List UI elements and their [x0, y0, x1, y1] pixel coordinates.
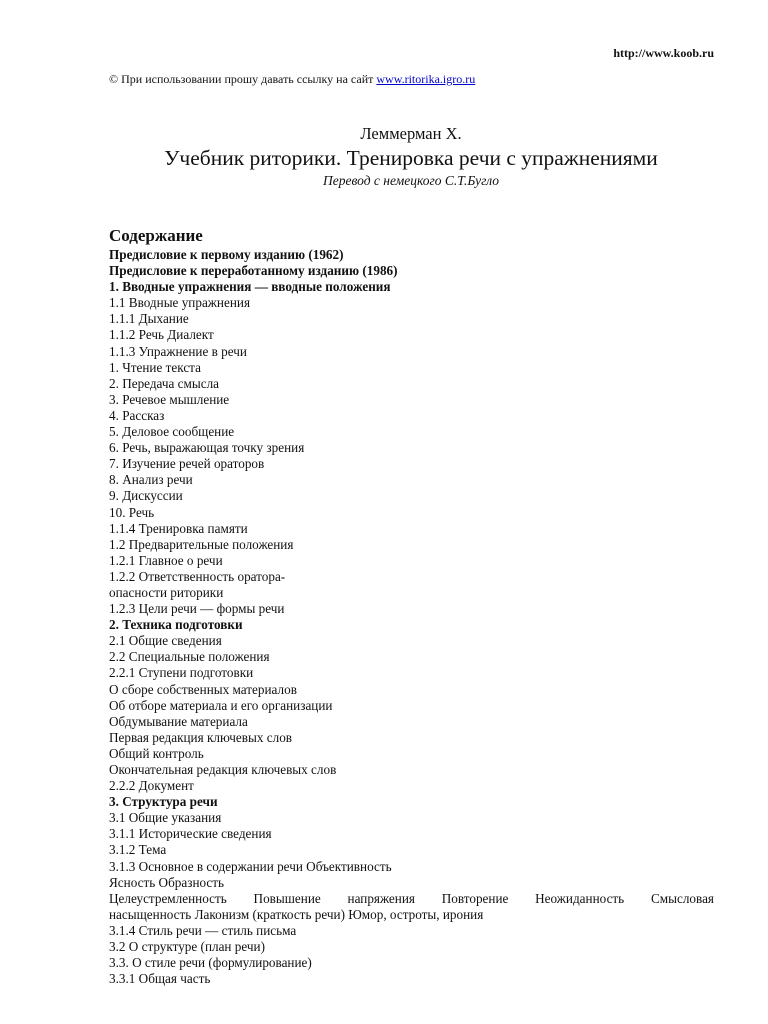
author-name: Леммерман Х.	[360, 124, 462, 143]
toc-entry: О сборе собственных материалов	[109, 681, 297, 697]
toc-entry: Предисловие к первому изданию (1962)	[109, 247, 344, 262]
toc-entry: 9. Дискуссии	[109, 488, 183, 504]
toc-entry: 1. Чтение текста	[109, 359, 201, 375]
toc-entry: опасности риторики	[109, 584, 224, 600]
toc-entry: 3. Структура речи	[109, 794, 218, 810]
toc-entry: 1.2.2 Ответственность оратора-	[109, 568, 286, 584]
table-of-contents	[109, 247, 714, 987]
toc-entry: 3. Речевое мышление	[109, 391, 230, 407]
toc-entry: 1.1.1 Дыхание	[109, 311, 189, 327]
toc-entry: 3.2 О структуре (план речи)	[109, 939, 265, 955]
copyright-notice	[109, 72, 475, 87]
notice-text: © При использовании прошу давать ссылку на сайт	[109, 72, 377, 86]
toc-entry: 5. Деловое сообщение	[109, 424, 235, 440]
toc-entry: 3.1.1 Исторические сведения	[109, 826, 272, 842]
toc-entry: 3.1.2 Тема	[109, 842, 167, 858]
toc-entry: 2. Техника подготовки	[109, 617, 243, 633]
toc-entry: 1.1.4 Тренировка памяти	[109, 520, 248, 536]
toc-entry: 3.1.4 Стиль речи — стиль письма	[109, 922, 297, 938]
toc-entry: Об отборе материала и его организации	[109, 697, 333, 713]
toc-entry: 2.2 Специальные положения	[109, 649, 270, 665]
toc-entry: 1.1.3 Упражнение в речи	[109, 343, 247, 359]
toc-entry: 1.2 Предварительные положения	[109, 536, 294, 552]
book-title: Учебник риторики. Тренировка речи с упражнениями	[164, 146, 658, 170]
site-link[interactable]: www.ritorika.igro.ru	[376, 72, 476, 86]
toc-entry: Обдумывание материала	[109, 713, 248, 729]
toc-entry: Ясность Образность	[109, 874, 225, 890]
toc-entry: 8. Анализ речи	[109, 472, 193, 488]
toc-entry: 2.1 Общие сведения	[109, 633, 222, 649]
toc-entry: 3.3.1 Общая часть	[109, 971, 211, 987]
toc-entry: 1.2.3 Цели речи — формы речи	[109, 601, 285, 617]
toc-entry: насыщенность Лаконизм (краткость речи) Юмор, остроты, ирония	[109, 906, 484, 922]
site-url: http://www.koob.ru	[613, 46, 714, 60]
toc-entry: Окончательная редакция ключевых слов	[109, 762, 337, 777]
toc-entry: 3.1 Общие указания	[109, 810, 222, 826]
toc-entry: 4. Рассказ	[109, 407, 165, 423]
toc-entry: 1.2.1 Главное о речи	[109, 552, 223, 568]
toc-entry: 7. Изучение речей ораторов	[109, 456, 265, 472]
toc-entry: 2.2.2 Документ	[109, 778, 194, 794]
toc-entry: 3.3. О стиле речи (формулирование)	[109, 955, 312, 971]
toc-heading: Содержание	[109, 226, 203, 245]
toc-entry: 1. Вводные упражнения — вводные положения	[109, 279, 391, 295]
toc-entry: Общий контроль	[109, 745, 204, 761]
toc-entry: Предисловие к переработанному изданию (1986)	[109, 263, 398, 279]
toc-entry: 2. Передача смысла	[109, 375, 220, 391]
toc-entry: Первая редакция ключевых слов	[109, 729, 293, 745]
translator-credit: Перевод с немецкого С.Т.Бугло	[322, 173, 500, 188]
toc-entry: Целеустремленность Повышение напряжения Повторение Неожиданность Смысловая	[109, 890, 714, 906]
toc-entry: 2.2.1 Ступени подготовки	[109, 665, 254, 681]
toc-entry: 1.1.2 Речь Диалект	[109, 327, 214, 343]
toc-entry: 6. Речь, выражающая точку зрения	[109, 440, 305, 456]
toc-entry: 1.1 Вводные упражнения	[109, 295, 251, 311]
toc-entry: 3.1.3 Основное в содержании речи Объективность	[109, 858, 392, 874]
toc-entry: 10. Речь	[109, 504, 155, 520]
